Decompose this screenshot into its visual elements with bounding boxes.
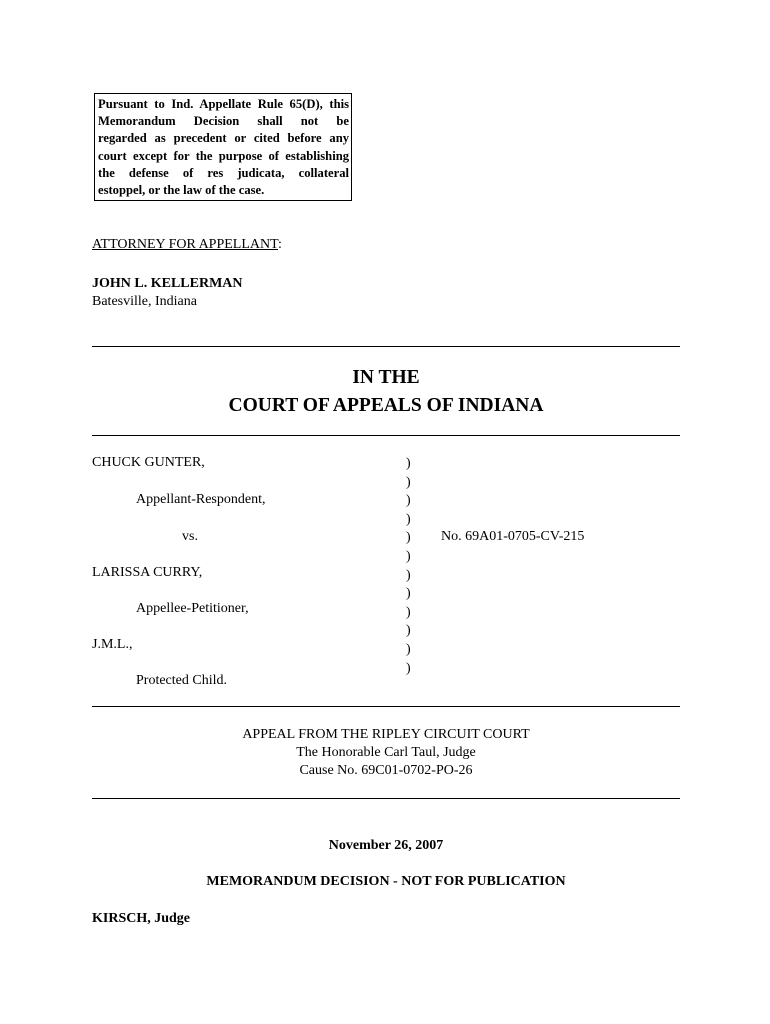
notice-line: court except for the purpose of establishing — [98, 148, 349, 163]
notice-line: the defense of res judicata, collateral — [98, 165, 349, 180]
caption-parenthesis: ) — [406, 530, 411, 546]
divider — [92, 346, 680, 347]
attorney-heading-colon: : — [278, 237, 282, 252]
notice-line: Pursuant to Ind. Appellate Rule 65(D), this — [98, 97, 349, 111]
appeal-cause-number: Cause No. 69C01-0702-PO-26 — [299, 763, 473, 778]
appeal-court: APPEAL FROM THE RIPLEY CIRCUIT COURT — [242, 727, 530, 742]
attorney-name: JOHN L. KELLERMAN — [92, 276, 243, 291]
attorney-heading — [92, 237, 282, 253]
caption-parenthesis: ) — [406, 493, 411, 509]
decision-type: MEMORANDUM DECISION - NOT FOR PUBLICATION — [206, 874, 566, 889]
divider — [92, 435, 680, 436]
court-title-line1: IN THE — [352, 367, 420, 388]
caption-parenthesis: ) — [406, 456, 411, 471]
caption-parenthesis: ) — [406, 660, 411, 676]
caption-parenthesis: ) — [406, 586, 411, 602]
court-title-line2: COURT OF APPEALS OF INDIANA — [228, 395, 544, 416]
caption-parenthesis: ) — [406, 623, 411, 639]
caption-parenthesis: ) — [406, 511, 411, 527]
party-appellant: CHUCK GUNTER, — [92, 455, 205, 470]
caption-parenthesis: ) — [406, 567, 411, 583]
notice-line: Memorandum Decision shall not be — [98, 114, 349, 129]
party-protected-child-role: Protected Child. — [136, 673, 227, 688]
party-appellant-role: Appellant-Respondent, — [136, 492, 266, 507]
versus-label: vs. — [182, 529, 198, 544]
divider — [92, 798, 680, 799]
party-protected-child: J.M.L., — [92, 637, 133, 652]
party-appellee-role: Appellee-Petitioner, — [136, 601, 249, 616]
notice-line: estoppel, or the law of the case. — [98, 182, 265, 197]
caption-parenthesis-column — [406, 455, 418, 678]
notice-line: regarded as precedent or cited before any — [98, 131, 349, 146]
divider — [92, 706, 680, 707]
precedent-notice-box — [94, 93, 352, 201]
caption-parenthesis: ) — [406, 641, 411, 657]
attorney-heading-text: ATTORNEY FOR APPELLANT — [92, 237, 278, 252]
caption-parenthesis: ) — [406, 548, 411, 564]
authoring-judge: KIRSCH, Judge — [92, 911, 191, 926]
attorney-location: Batesville, Indiana — [92, 294, 197, 309]
decision-date: November 26, 2007 — [328, 838, 444, 853]
caption-parenthesis: ) — [406, 474, 411, 490]
party-appellee: LARISSA CURRY, — [92, 565, 203, 580]
appeal-judge: The Honorable Carl Taul, Judge — [296, 745, 476, 760]
caption-parenthesis: ) — [406, 604, 411, 620]
case-number: No. 69A01-0705-CV-215 — [441, 529, 585, 544]
